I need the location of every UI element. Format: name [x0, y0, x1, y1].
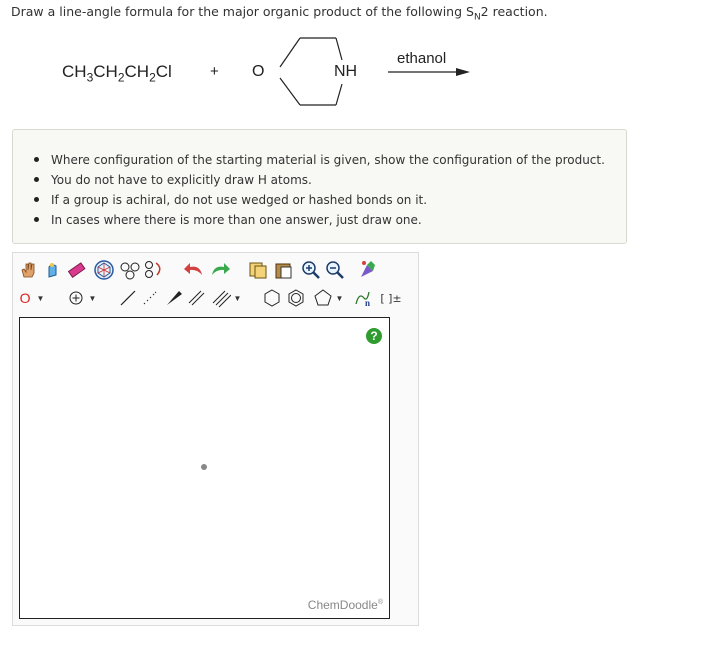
- hand-icon[interactable]: [17, 259, 39, 281]
- instruction-item: In cases where there is more than one answer, just draw one.: [31, 210, 605, 230]
- question-subscript: N: [473, 12, 481, 23]
- instruction-item: You do not have to explicitly draw H atoms.: [31, 170, 605, 190]
- question-suffix: 2 reaction.: [480, 4, 548, 19]
- instructions-list: [31, 150, 605, 230]
- single-bond-icon[interactable]: [117, 287, 139, 309]
- question-text: [11, 4, 548, 23]
- ring-size-selector[interactable]: [311, 287, 345, 309]
- chevron-down-icon: ▼: [36, 293, 45, 303]
- bracket-charge-button[interactable]: [ ]±: [380, 291, 402, 305]
- eraser-icon[interactable]: [65, 259, 87, 281]
- solvent-label: ethanol: [397, 50, 447, 67]
- redo-icon[interactable]: [209, 259, 231, 281]
- question-prefix: Draw a line-angle formula for the major organic product of the following S: [11, 4, 474, 19]
- help-button[interactable]: ?: [366, 328, 382, 344]
- chemdoodle-brand: ChemDoodle®: [307, 598, 383, 612]
- undo-icon[interactable]: [183, 259, 205, 281]
- triple-bond-icon: [211, 288, 231, 308]
- hashed-bond-icon[interactable]: [139, 287, 161, 309]
- cyclopentane-icon: [313, 288, 333, 308]
- charge-selector[interactable]: [65, 287, 99, 309]
- reaction-arrow: [386, 66, 472, 78]
- zoom-out-icon[interactable]: [325, 259, 347, 281]
- chain-template-icon[interactable]: [143, 259, 165, 281]
- group-template-icon[interactable]: [119, 259, 141, 281]
- zoom-in-icon[interactable]: [301, 259, 323, 281]
- paste-icon[interactable]: [273, 259, 295, 281]
- chevron-down-icon: ▼: [335, 293, 344, 303]
- instruction-item: If a group is achiral, do not use wedged or hashed bonds on it.: [31, 190, 605, 210]
- canvas-cursor-dot: [201, 464, 207, 470]
- plus-charge-icon: [68, 290, 84, 306]
- instruction-item: Where configuration of the starting material is given, show the configuration of the product.: [31, 150, 605, 170]
- lasso-icon[interactable]: [41, 259, 63, 281]
- drawing-canvas[interactable]: [19, 317, 390, 619]
- ring-oxygen-label: O: [252, 63, 265, 80]
- svg-text:n: n: [365, 298, 371, 308]
- reactant-propyl-chloride: $CH_3CH_2CH_2Cl$: [62, 62, 172, 85]
- wedge-bond-icon[interactable]: [163, 287, 185, 309]
- copy-icon[interactable]: [247, 259, 269, 281]
- chemdoodle-sketcher: [12, 252, 419, 626]
- cyclohexane-icon[interactable]: [261, 287, 283, 309]
- chevron-down-icon: ▼: [88, 293, 97, 303]
- ring-nh-label: NH: [334, 63, 358, 80]
- repeat-unit-icon[interactable]: [353, 287, 375, 309]
- plus-sign: +: [210, 63, 219, 80]
- element-selector[interactable]: O ▼: [19, 290, 45, 306]
- chevron-down-icon: ▼: [233, 293, 242, 303]
- instructions-box: [12, 129, 627, 244]
- ring-template-icon[interactable]: [93, 259, 115, 281]
- double-bond-icon[interactable]: [185, 287, 207, 309]
- benzene-icon[interactable]: [285, 287, 307, 309]
- clean-icon[interactable]: [357, 259, 379, 281]
- reaction-scheme: [0, 30, 722, 116]
- triple-bond-selector[interactable]: [209, 287, 243, 309]
